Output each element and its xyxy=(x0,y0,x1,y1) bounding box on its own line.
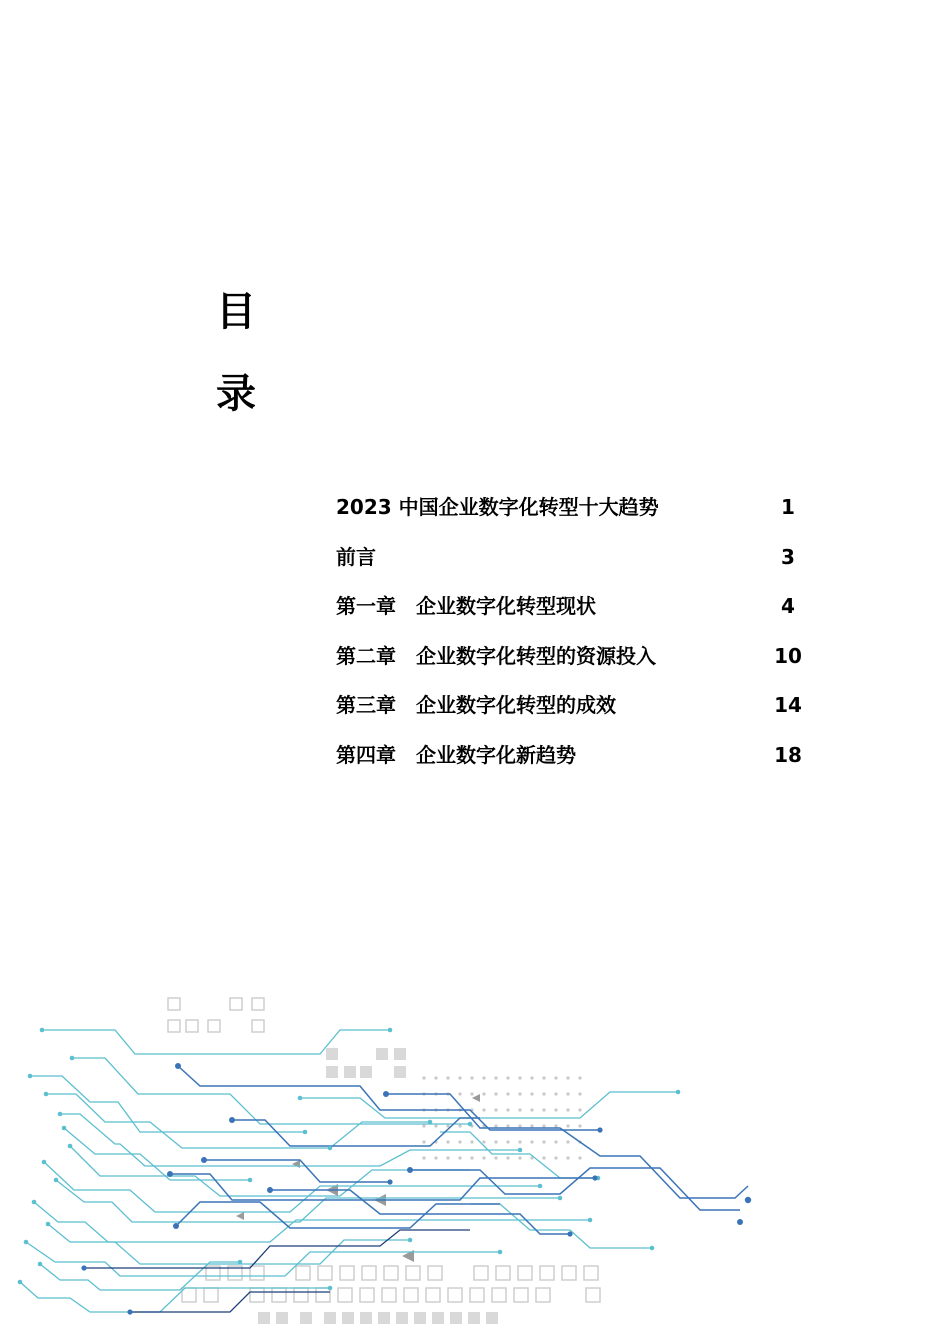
toc-entry-label: 第四章 企业数字化新趋势 xyxy=(336,742,576,767)
circuit-board-decoration xyxy=(0,990,945,1336)
table-of-contents xyxy=(336,492,808,790)
toc-entry[interactable] xyxy=(336,492,808,542)
toc-entry-page: 10 xyxy=(774,643,802,668)
toc-entry-label: 第二章 企业数字化转型的资源投入 xyxy=(336,643,656,668)
toc-entry[interactable] xyxy=(336,740,808,790)
toc-entry-label: 第一章 企业数字化转型现状 xyxy=(336,594,596,619)
toc-entry-page: 18 xyxy=(774,742,802,767)
toc-entry-label: 第三章 企业数字化转型的成效 xyxy=(336,693,616,718)
toc-entry-label: 2023 中国企业数字化转型十大趋势 xyxy=(336,495,659,519)
toc-entry[interactable] xyxy=(336,542,808,592)
toc-entry[interactable] xyxy=(336,641,808,691)
toc-entry-page: 14 xyxy=(774,693,802,718)
toc-entry[interactable] xyxy=(336,591,808,641)
gray-squares-decoration xyxy=(168,998,600,1302)
toc-entry[interactable] xyxy=(336,690,808,740)
toc-entry-label: 前言 xyxy=(336,544,376,569)
toc-entry-page: 3 xyxy=(781,544,795,569)
circuit-nodes-blue xyxy=(81,1063,751,1315)
toc-entry-page: 4 xyxy=(781,594,795,619)
toc-entry-page: 1 xyxy=(781,495,795,519)
toc-title-line-1: 目 xyxy=(216,289,256,335)
toc-title-line-2: 录 xyxy=(216,371,256,417)
gray-triangles xyxy=(236,1094,480,1262)
